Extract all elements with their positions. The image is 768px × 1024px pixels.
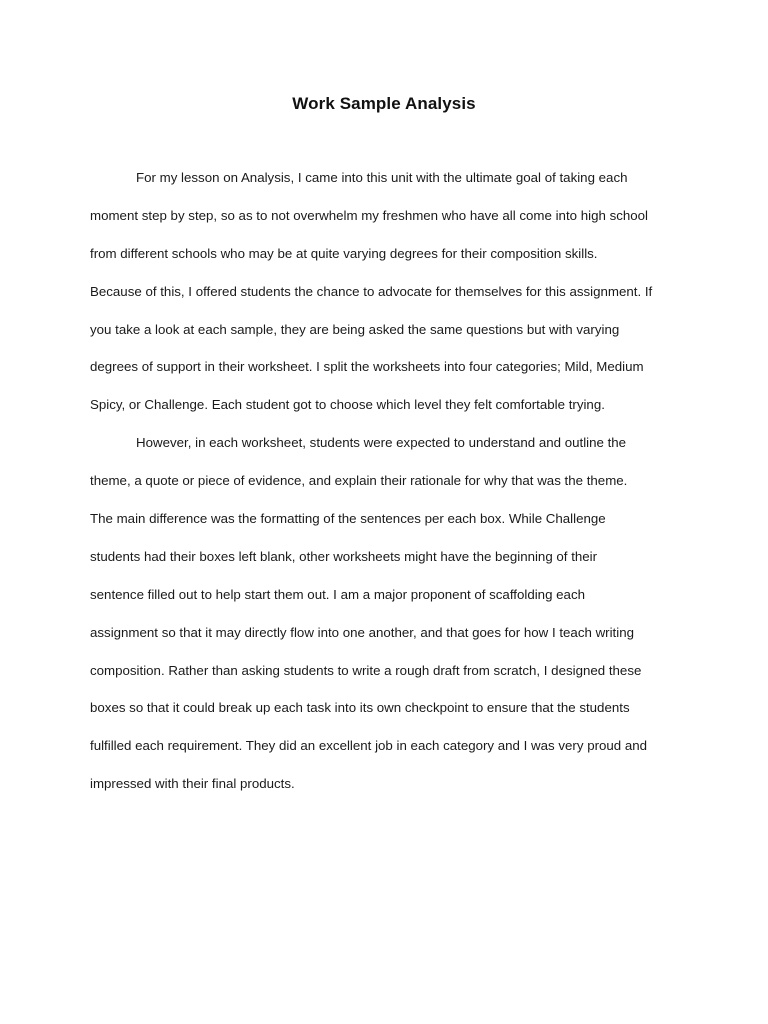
paragraph-2-line-6: assignment so that it may directly flow into one another, and that goes for how I teach writing [90, 624, 634, 640]
paragraph-1-line-4: Because of this, I offered students the chance to advocate for themselves for this assignment. If [90, 283, 653, 299]
paragraph-1-line-1: For my lesson on Analysis, I came into this unit with the ultimate goal of taking each [136, 170, 628, 185]
paragraph-2-line-5: sentence filled out to help start them out. I am a major proponent of scaffolding each [90, 586, 585, 602]
paragraph-2-line-8: boxes so that it could break up each task into its own checkpoint to ensure that the students [90, 700, 630, 716]
document-body [90, 167, 684, 811]
document-title: Work Sample Analysis [292, 94, 476, 113]
paragraph-2-line-1: However, in each worksheet, students were expected to understand and outline the [136, 435, 627, 451]
paragraph-2-line-7: composition. Rather than asking students to write a rough draft from scratch, I designed these [90, 662, 642, 678]
paragraph-1-line-2: moment step by step, so as to not overwhelm my freshmen who have all come into high school [90, 207, 649, 223]
paragraph-2-line-9: fulfilled each requirement. They did an excellent job in each category and I was very proud and [90, 738, 648, 754]
paragraph-2-line-2: theme, a quote or piece of evidence, and explain their rationale for why that was the theme. [90, 473, 628, 489]
paragraph-2-line-10: impressed with their final products. [90, 776, 295, 792]
paragraph-1-line-3: from different schools who may be at quite varying degrees for their composition skills. [90, 245, 598, 261]
paragraph-1-line-5: you take a look at each sample, they are being asked the same questions but with varying [90, 321, 620, 337]
paragraph-1-line-7: Spicy, or Challenge. Each student got to choose which level they felt comfortable trying. [90, 397, 605, 413]
paragraph-2-line-3: The main difference was the formatting of the sentences per each box. While Challenge [90, 511, 606, 527]
paragraph-2-line-4: students had their boxes left blank, other worksheets might have the beginning of their [90, 548, 598, 564]
paragraph-1-line-6: degrees of support in their worksheet. I split the worksheets into four categories; Mild, Medium [90, 359, 644, 375]
